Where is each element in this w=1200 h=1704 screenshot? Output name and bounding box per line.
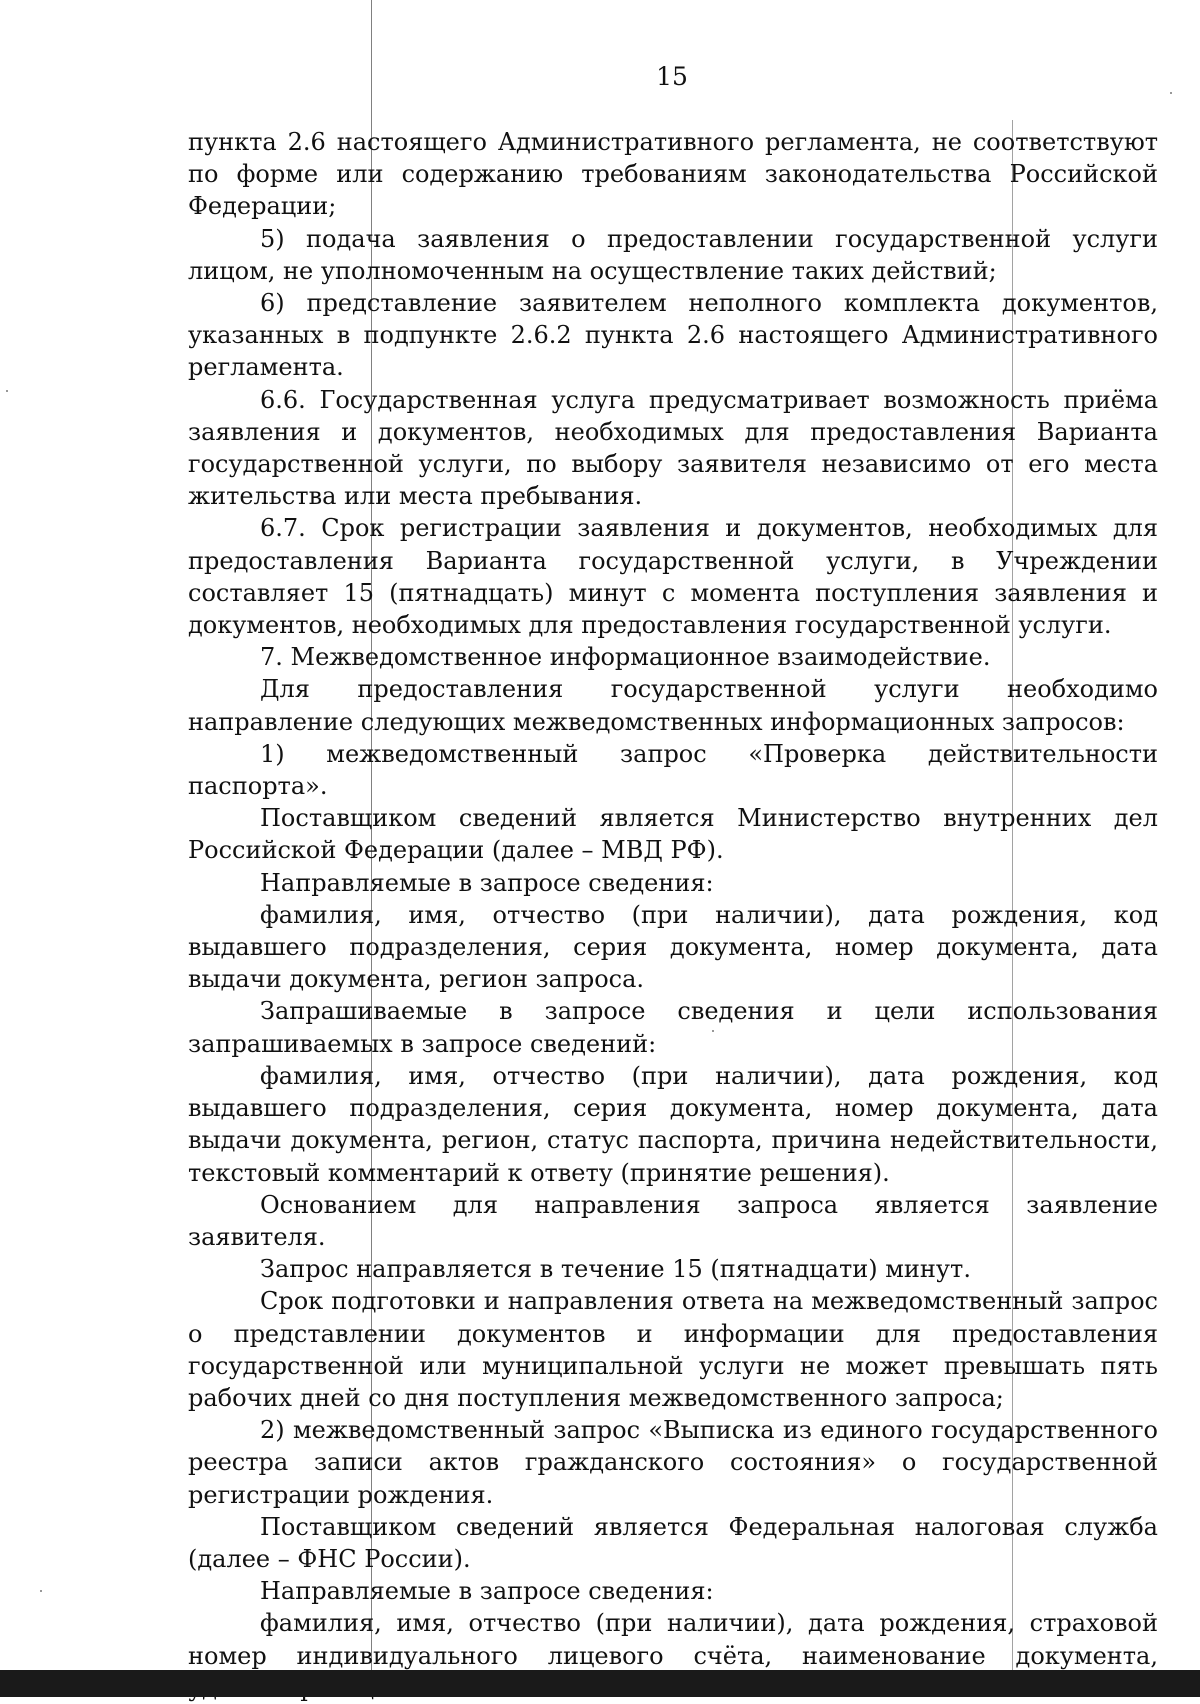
- paragraph: фамилия, имя, отчество (при наличии), дата рождения, код выдавшего подразделения, серия документа, номер документа, дата выдачи документа, регион, статус паспорта, причина недействительности, текстовый комментарий к ответу (принятие решения).: [188, 1061, 1158, 1187]
- page-number: 15: [656, 62, 688, 91]
- paragraph: 2) межведомственный запрос «Выписка из единого государственного реестра записи актов гражданского состояния» о государственной регистрации рождения.: [188, 1416, 1158, 1509]
- document-body: [188, 126, 1158, 1704]
- paragraph: Направляемые в запросе сведения:: [260, 868, 714, 897]
- paragraph: Направляемые в запросе сведения:: [260, 1577, 714, 1606]
- paragraph: Основанием для направления запроса является заявление заявителя.: [188, 1190, 1158, 1251]
- paragraph: 6.7. Срок регистрации заявления и документов, необходимых для предоставления Варианта государственной услуги, в Учреждении составляет 15 (пятнадцать) минут с момента поступления заявления и документов, необходимых для предоставления государственной услуги.: [188, 514, 1158, 640]
- paragraph: Для предоставления государственной услуги необходимо направление следующих межведомственных информационных запросов:: [188, 675, 1158, 736]
- scan-bottom-edge: [0, 1670, 1200, 1697]
- scan-speck: [712, 1030, 714, 1032]
- paragraph: Запрашиваемые в запросе сведения и цели использования запрашиваемых в запросе сведений:: [188, 997, 1158, 1058]
- paragraph: фамилия, имя, отчество (при наличии), дата рождения, страховой номер индивидуального лицевого счёта, наименование документа,: [188, 1609, 1158, 1670]
- paragraph: пункта 2.6 настоящего Административного регламента, не соответствуют по форме или содержанию требованиям законодательства Российской Федерации;: [188, 128, 1158, 221]
- paragraph: 6.6. Государственная услуга предусматривает возможность приёма заявления и документов, необходимых для предоставления Варианта государственной услуги, по выбору заявителя независимо от его места жительства или места пребывания.: [188, 385, 1158, 511]
- scan-speck: [6, 390, 8, 392]
- paragraph: Поставщиком сведений является Министерство внутренних дел Российской Федерации (далее – МВД РФ).: [188, 804, 1158, 865]
- paragraph: 1) межведомственный запрос «Проверка действительности паспорта».: [188, 739, 1158, 801]
- paragraph: 5) подача заявления о предоставлении государственной услуги лицом, не уполномоченным на осуществление таких действий;: [188, 224, 1158, 285]
- scan-speck: [40, 1590, 42, 1592]
- paragraph: 6) представление заявителем неполного комплекта документов, указанных в подпункте 2.6.2 пункта 2.6 настоящего Административного регламента.: [188, 289, 1158, 382]
- scan-speck: [1170, 92, 1172, 94]
- paragraph: Срок подготовки и направления ответа на межведомственный запрос о представлении документов и информации для предоставления государственной или муниципальной услуги не может превышать пять рабочих дней со дня поступления межведомственного запроса;: [188, 1287, 1158, 1412]
- paragraph: фамилия, имя, отчество (при наличии), дата рождения, код выдавшего подразделения, серия документа, номер документа, дата выдачи документа, регион запроса.: [188, 900, 1158, 994]
- paragraph: Поставщиком сведений является Федеральная налоговая служба (далее – ФНС России).: [188, 1512, 1158, 1573]
- paragraph: Запрос направляется в течение 15 (пятнадцати) минут.: [260, 1255, 971, 1284]
- paragraph: 7. Межведомственное информационное взаимодействие.: [260, 643, 991, 672]
